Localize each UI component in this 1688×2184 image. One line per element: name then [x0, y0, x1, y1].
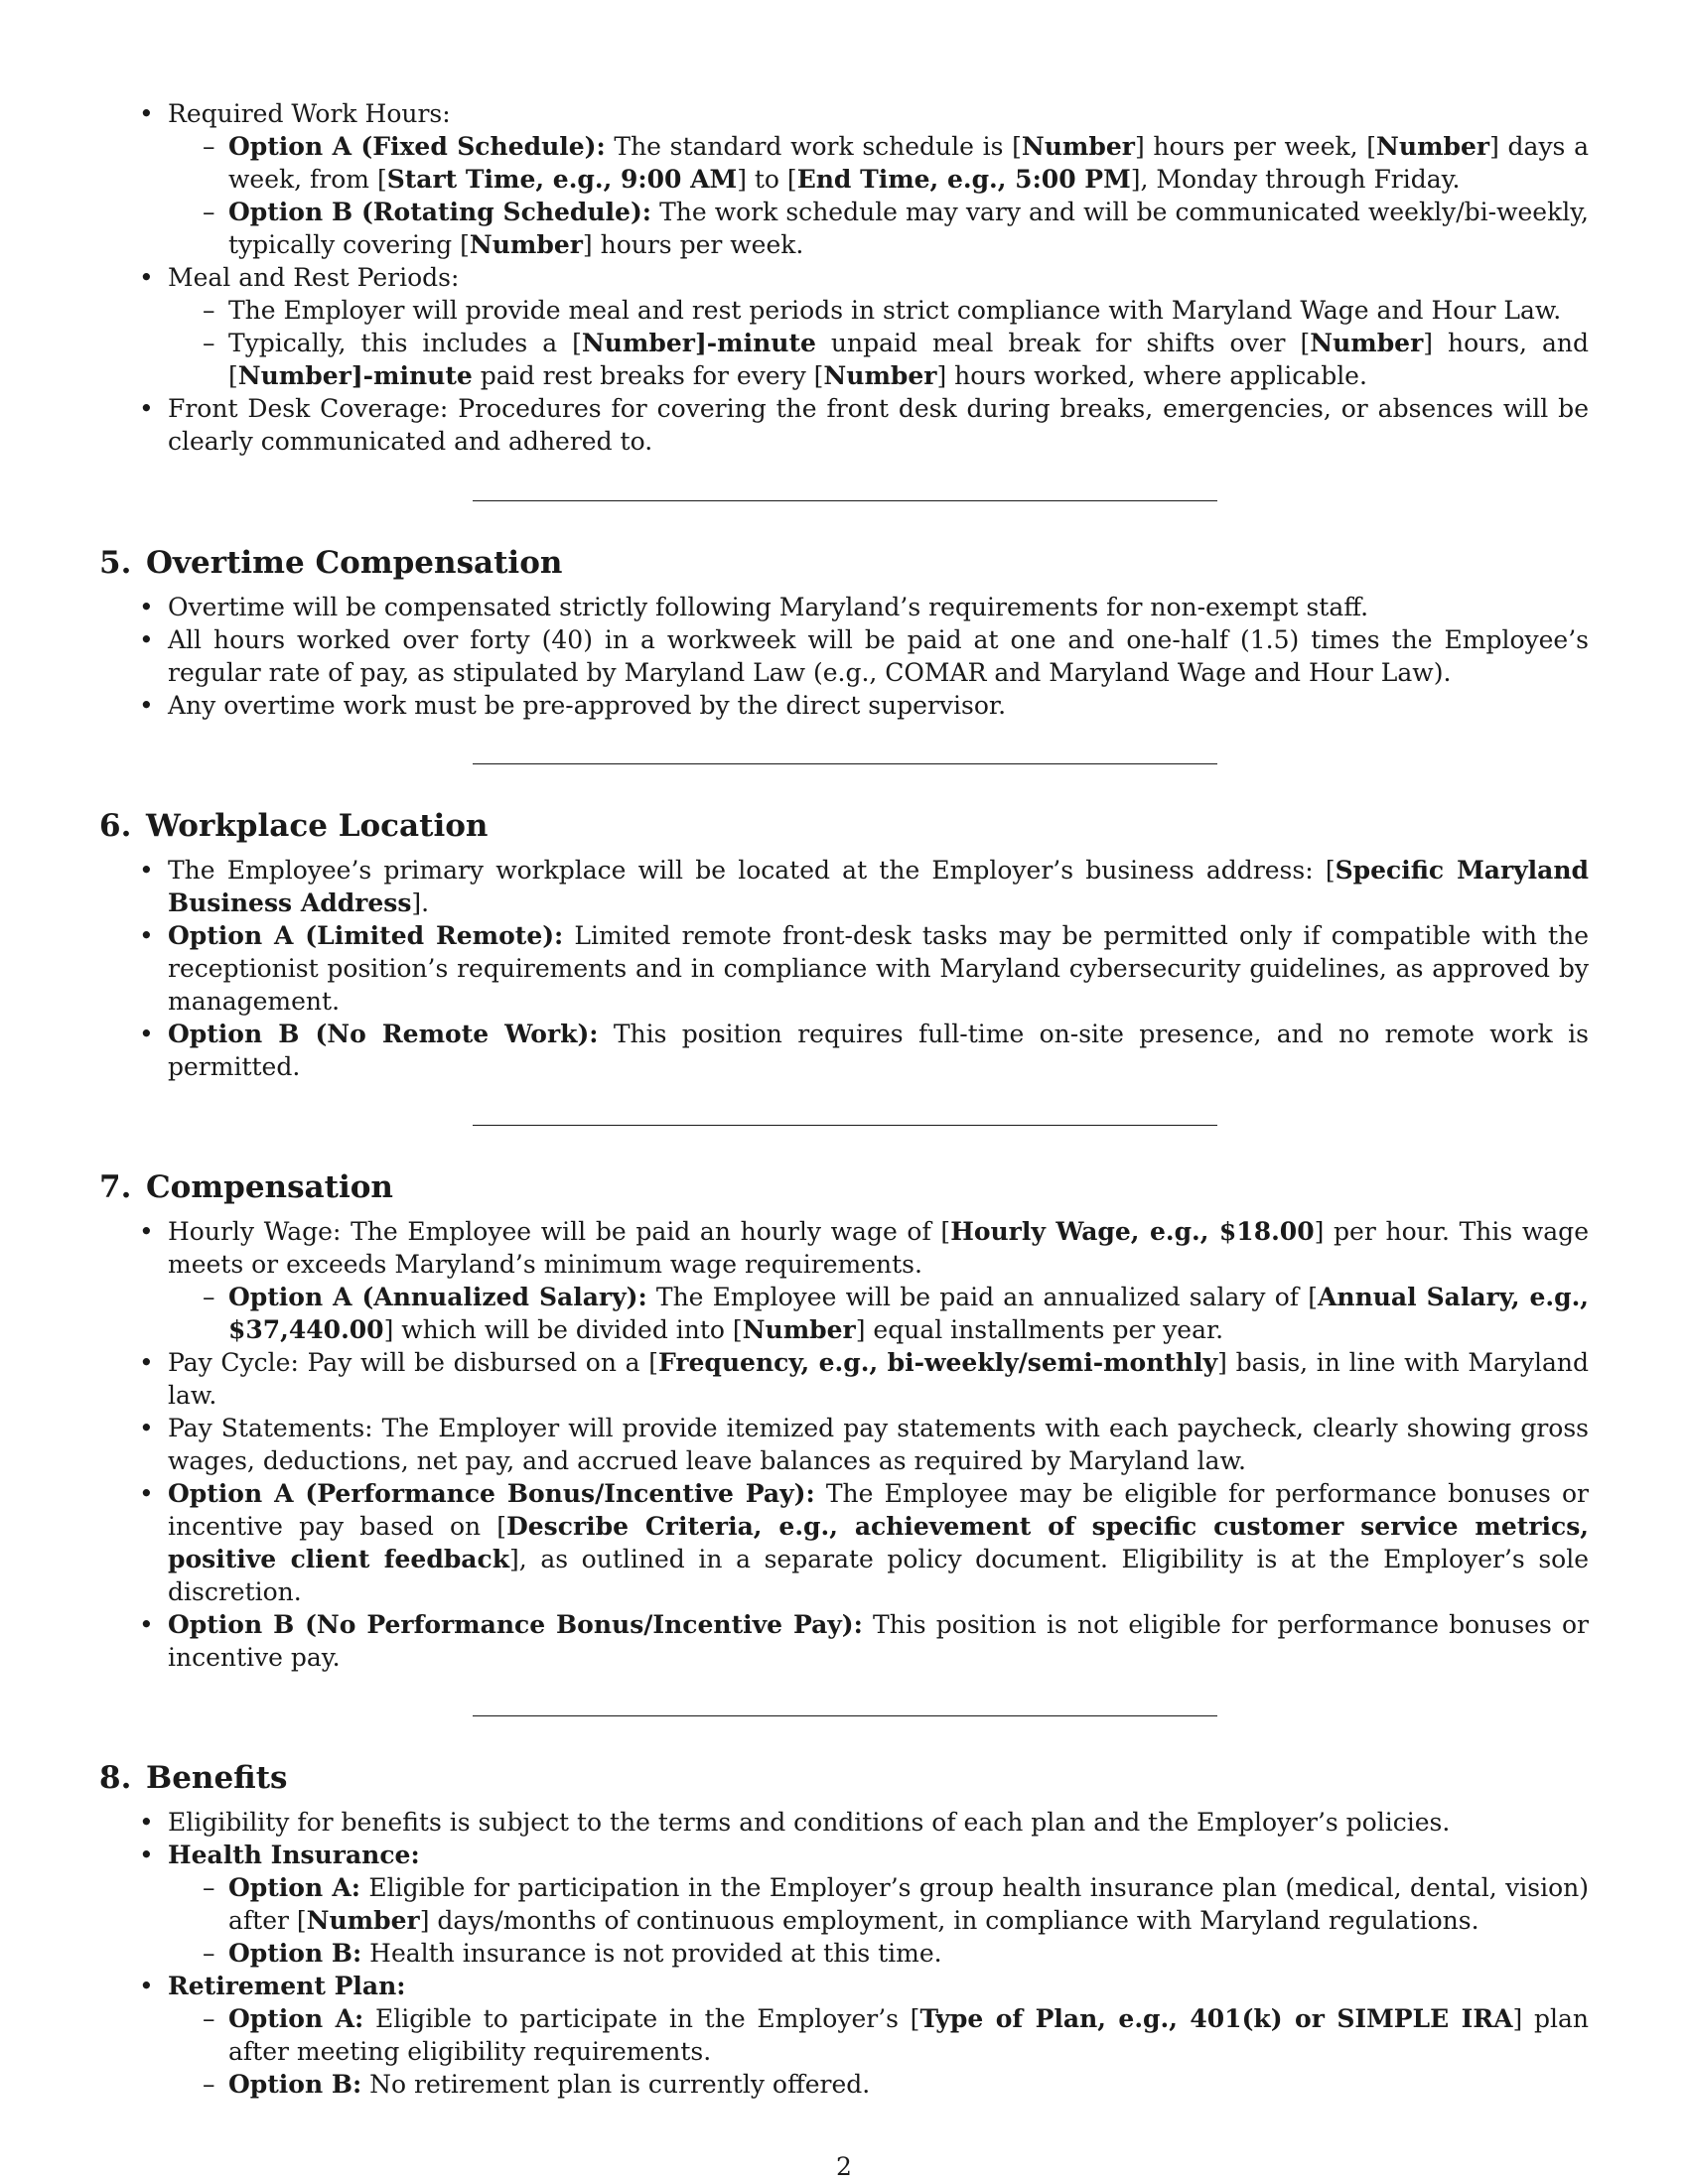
list-item: • Option A (Performance Bonus/Incentive Pay): The Employee may be eligible for performance bonuses or incentive pay based on [Describe Criteria, e.g., achievement of specific customer service metrics, positive client feedback], as outlined in a separate policy document. Eligibility is at the Employer’s sole discretion. — [99, 1477, 1589, 1608]
list-item: • Pay Statements: The Employer will provide itemized pay statements with each paycheck, clearly showing gross wages, deductions, net pay, and accrued leave balances as required by Maryland law. — [99, 1412, 1589, 1477]
sublist — [168, 1281, 1589, 1346]
work-hours-list — [99, 97, 1589, 458]
list-item: • Option B (No Remote Work): This position requires full-time on-site presence, and no remote work is permitted. — [99, 1018, 1589, 1083]
list-item: • Any overtime work must be pre-approved by the direct supervisor. — [99, 689, 1589, 722]
list-item: – Option A: Eligible for participation in the Employer’s group health insurance plan (medical, dental, vision) after [Number] days/months of continuous employment, in compliance with Maryland regulations. — [168, 1871, 1589, 1937]
section-heading-benefits: 8. Benefits — [99, 1760, 288, 1796]
list-item: – Option A: Eligible to participate in the Employer’s [Type of Plan, e.g., 401(k) or SIMPLE IRA] plan after meeting eligibility requirements. — [168, 2002, 1589, 2068]
list-item: • Pay Cycle: Pay will be disbursed on a [Frequency, e.g., bi-weekly/semi-monthly] basis, in line with Maryland law. — [99, 1346, 1589, 1412]
list-item — [99, 1970, 1589, 2101]
list-item: • Overtime will be compensated strictly following Maryland’s requirements for non-exempt staff. — [99, 591, 1589, 623]
section-divider — [473, 500, 1217, 501]
list-item: • Option A (Limited Remote): Limited remote front-desk tasks may be permitted only if compatible with the receptionist position’s requirements and in compliance with Maryland cybersecurity guidelines, as approved by management. — [99, 919, 1589, 1018]
workplace-list — [99, 854, 1589, 1083]
required-work-hours-label: Required Work Hours: — [168, 99, 451, 128]
section-heading-compensation: 7. Compensation — [99, 1169, 393, 1205]
list-item: • All hours worked over forty (40) in a workweek will be paid at one and one-half (1.5) times the Employee’s regular rate of pay, as stipulated by Maryland Law (e.g., COMAR and Maryland Wage and Hour Law). — [99, 623, 1589, 689]
list-item: – Option B (Rotating Schedule): The work schedule may vary and will be communicated weekly/bi-weekly, typically covering [Number] hours per week. — [168, 196, 1589, 261]
sublist — [168, 130, 1589, 261]
list-item: • The Employee’s primary workplace will be located at the Employer’s business address: [Specific Maryland Business Address]. — [99, 854, 1589, 919]
section-heading-overtime: 5. Overtime Compensation — [99, 545, 563, 581]
list-item: • Front Desk Coverage: Procedures for covering the front desk during breaks, emergencies, or absences will be clearly communicated and adhered to. — [99, 392, 1589, 458]
overtime-list — [99, 591, 1589, 722]
list-item: – Option B: No retirement plan is currently offered. — [168, 2068, 1589, 2101]
list-item: – Option B: Health insurance is not provided at this time. — [168, 1937, 1589, 1970]
section-divider — [473, 1715, 1217, 1716]
page-number: 2 — [836, 2152, 852, 2181]
document-page — [99, 97, 1589, 2101]
list-item: – Option A (Fixed Schedule): The standard work schedule is [Number] hours per week, [Number] days a week, from [Start Time, e.g., 9:00 AM] to [End Time, e.g., 5:00 PM], Monday through Friday. — [168, 130, 1589, 196]
list-item: – Option A (Annualized Salary): The Employee will be paid an annualized salary of [Annual Salary, e.g., $37,440.00] which will be divided into [Number] equal installments per year. — [168, 1281, 1589, 1346]
health-insurance-label: Health Insurance: — [168, 1841, 420, 1869]
benefits-list — [99, 1806, 1589, 2101]
list-item: – Typically, this includes a [Number]-minute unpaid meal break for shifts over [Number] hours, and [Number]-minute paid rest breaks for every [Number] hours worked, where applicable. — [168, 327, 1589, 392]
retirement-plan-label: Retirement Plan: — [168, 1972, 406, 2000]
sublist — [168, 1871, 1589, 1970]
section-heading-workplace: 6. Workplace Location — [99, 808, 489, 844]
list-item: • Eligibility for benefits is subject to the terms and conditions of each plan and the Employer’s policies. — [99, 1806, 1589, 1839]
list-item: • Option B (No Performance Bonus/Incentive Pay): This position is not eligible for performance bonuses or incentive pay. — [99, 1608, 1589, 1674]
sublist — [168, 294, 1589, 392]
list-item — [99, 1839, 1589, 1970]
sublist — [168, 2002, 1589, 2101]
section-divider — [473, 763, 1217, 764]
compensation-list — [99, 1215, 1589, 1674]
list-item — [99, 97, 1589, 261]
meal-rest-label: Meal and Rest Periods: — [168, 263, 460, 292]
list-item: – The Employer will provide meal and rest periods in strict compliance with Maryland Wage and Hour Law. — [168, 294, 1589, 327]
list-item: • Hourly Wage: The Employee will be paid an hourly wage of [Hourly Wage, e.g., $18.00] per hour. This wage meets or exceeds Maryland’s minimum wage requirements. – Option A (Annualized Salary): The Employee will be paid an annualized salary of [Annual Salary, e.g., $37,440.00] which will be divided into [Number] equal installments per year. — [99, 1215, 1589, 1346]
section-divider — [473, 1125, 1217, 1126]
list-item — [99, 261, 1589, 392]
